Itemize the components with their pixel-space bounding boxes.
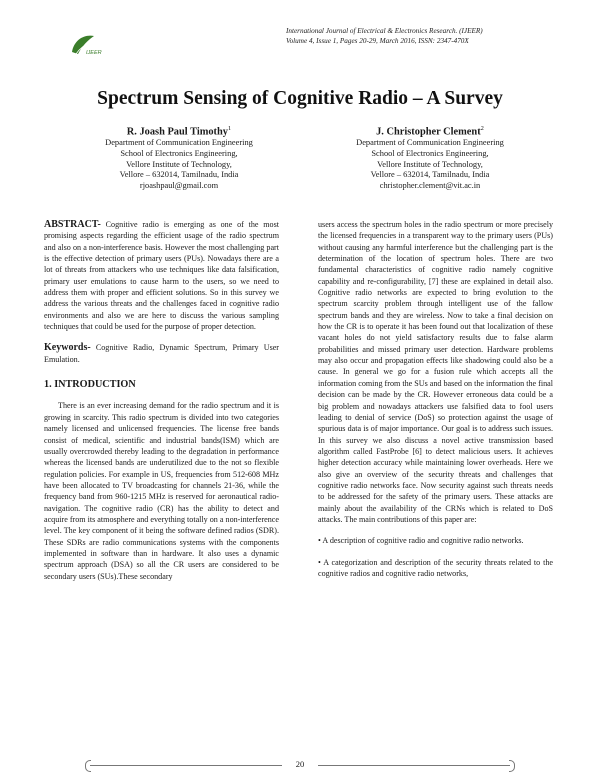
footer-rule-right xyxy=(318,765,510,766)
author-school: School of Electronics Engineering, xyxy=(120,149,238,159)
journal-info xyxy=(286,26,566,46)
author-email[interactable]: christopher.clement@vit.ac.in xyxy=(379,180,481,190)
contribution-bullet-1: • A description of cognitive radio and cognitive radio networks. xyxy=(318,536,524,546)
abstract xyxy=(44,219,279,332)
section-heading: 1. INTRODUCTION xyxy=(44,379,136,391)
right-column xyxy=(318,219,553,579)
author-name: J. Christopher Clement$^2$ xyxy=(376,125,484,138)
journal-line-2: Volume 4, Issue 1, Pages 20-29, March 2016, ISSN: 2347-470X xyxy=(286,37,469,45)
author-dept: Department of Communication Engineering xyxy=(356,138,504,148)
intro-paragraph: There is an ever increasing demand for the radio spectrum and it is growing in scarcity. This radio spectrum is divided into two categories namely licensed and unlicensed frequencies. The license free bands consist of medical, scientific and industrial bands(ISM) which are usually overcrowded thereby leading to the degradation in performance whereas the licensed bands are underutilized due to the not so flexible regulation policies. For example in US, frequencies from 512-608 MHz have been allocated to TV broadcasting for channels 21-36, while the frequency band from 960-1215 MHz is reserved for aeronautical radio-navigation. The cognitive radio (CR) has the ability to detect and acquire from its atmosphere and everything totally on a non-interference level. The key component of it being the software defined radios (SDR). These SDRs are radio communications systems with the components implemented in software than in hardware. It also uses a dynamic spectrum approach (DSA) so all the CR users are considered to be secondary users (SUs).These secondary xyxy=(44,401,279,581)
left-column xyxy=(44,219,279,582)
footer-cap-left xyxy=(85,760,91,772)
abstract-label: ABSTRACT- xyxy=(44,219,101,230)
logo-text: IJEER xyxy=(86,50,102,56)
author-institute: Vellore Institute of Technology, xyxy=(377,159,483,169)
intro-paragraph-continued: users access the spectrum holes in the radio spectrum or more precisely the licensed frequencies in a transparent way to the primary users (PUs) without causing any harmful interference but the challenging part is the determination of the location of spectrum holes. There are two fundamental characteristics of cognitive radio namely cognitive capability and re-configurability, [7] these are explained in detail also. Cognitive radio networks are expected to bring evolution to the spectrum scarcity problem through intelligent use of the fallow spectrum bands and they are wireless. Now to take a final decision on how the CR is to operate it has been found out that localization of these vacant holes do not yield satisfactory results due to false alarm probabilities and missed primary user detection. Hardware problems may also occur and propagation effects like shadowing could also be a cause. In general we go for a fusion rule which accepts all the information coming from the SUs and based on the information the final decision can be made by the CR. However erroneous data could be a big problem and nowadays attackers use falsified data to fool users leading to denial of service (DoS) so protection against the usage of spurious data is of major importance. Our goal is to address such issues. In this survey we also discuss a novel active transmission based algorithm called FastProbe [6] to detect malicious users. It achieves higher detection accuracy while maintaining lower overheads. Here we also give an overview of the security threats and challenges that cognitive radio networks face. Now security against such threats needs to be addressed for the safety of the primary users. These attacks are mainly about the availability of the CRNs which is related to DoS attacks. The main contributions of this paper are: xyxy=(318,220,553,524)
author-block-1 xyxy=(64,122,294,191)
author-institute: Vellore Institute of Technology, xyxy=(126,159,232,169)
author-dept: Department of Communication Engineering xyxy=(105,138,253,148)
journal-logo xyxy=(68,30,108,58)
abstract-text: Cognitive radio is emerging as one of the most promising aspects regarding the efficient usage of the radio spectrum and also on a non-interference basis. However the most challenging part is the effective detection of primary users (PUs). Nowadays there are a lot of threats from attackers who use techniques like data falsification, primary user emulations to cause harm to the users, so we need to address them with proper and efficient solutions. So in this survey we address the various threats and the challenges faced in cognitive radio environments and also we are here to discuss the various sampling techniques that could be used for the purpose of proper detection. xyxy=(44,220,280,332)
keywords-text: Cognitive Radio, Dynamic Spectrum, Primary User Emulation. xyxy=(44,343,280,364)
contribution-bullet-2: • A categorization and description of the security threats related to the cognitive radios and cognitive radio networks, xyxy=(318,557,553,578)
footer-rule-left xyxy=(90,765,282,766)
author-block-2 xyxy=(315,122,545,191)
page-number: 20 xyxy=(295,759,305,769)
author-address: Vellore – 632014, Tamilnadu, India xyxy=(119,170,239,180)
paper-title: Spectrum Sensing of Cognitive Radio – A Survey xyxy=(97,88,503,109)
footer-cap-right xyxy=(509,760,515,772)
author-email[interactable]: rjoashpaul@gmail.com xyxy=(139,180,219,190)
author-address: Vellore – 632014, Tamilnadu, India xyxy=(370,170,490,180)
keywords-label: Keywords- xyxy=(44,342,91,354)
author-name: R. Joash Paul Timothy$^1$ xyxy=(126,125,232,138)
journal-line-1: International Journal of Electrical & Electronics Research. (IJEER) xyxy=(286,27,483,35)
keywords xyxy=(44,342,279,365)
author-school: School of Electronics Engineering, xyxy=(371,149,489,159)
